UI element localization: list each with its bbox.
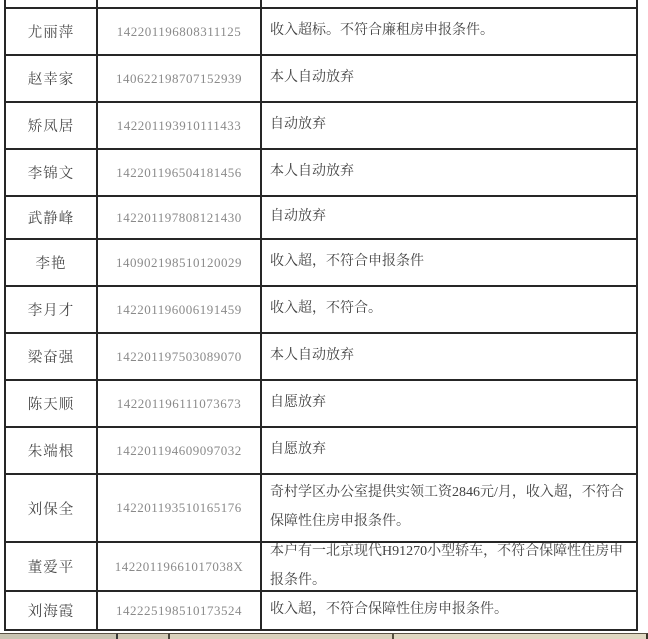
table-row — [6, 197, 638, 240]
name-cell[interactable] — [6, 334, 98, 379]
table-row — [6, 240, 638, 287]
applicant-name: 李月才 — [27, 303, 75, 319]
name-cell[interactable] — [6, 103, 98, 148]
name-cell[interactable] — [6, 56, 98, 101]
table-row — [6, 592, 638, 631]
remark-text: 本人自动放弃 — [270, 348, 354, 364]
table-row — [6, 543, 638, 592]
remark-text: 收入超，不符合申报条件 — [270, 254, 424, 270]
id-cell[interactable] — [98, 9, 262, 54]
table-row — [6, 381, 638, 428]
name-cell[interactable] — [6, 475, 98, 541]
remark-text: 收入超，不符合。 — [270, 301, 382, 317]
applicant-id: 142201197808121430 — [116, 209, 242, 225]
remark-cell[interactable] — [262, 56, 638, 101]
applicant-name: 矫凤居 — [27, 119, 75, 135]
applicant-name: 梁奋强 — [27, 350, 75, 366]
remark-text: 本人自动放弃 — [270, 70, 354, 86]
remark-cell[interactable] — [262, 240, 638, 285]
remark-text: 自动放弃 — [270, 209, 326, 225]
id-cell[interactable] — [98, 334, 262, 379]
name-cell[interactable] — [6, 150, 98, 195]
table-row — [6, 56, 638, 103]
applicant-name: 陈天顺 — [27, 397, 75, 413]
table-row — [6, 9, 638, 56]
name-cell[interactable] — [6, 428, 98, 473]
remark-text: 奇村学区办公室提供实领工资2846元/月，收入超，不符合保障性住房申报条件。 — [270, 485, 624, 529]
remark-text: 收入超标。不符合廉租房申报条件。 — [270, 23, 494, 39]
table-row — [6, 103, 638, 150]
id-cell[interactable] — [98, 103, 262, 148]
applicant-id: 142201197503089070 — [116, 348, 242, 364]
table-row-partial — [6, 0, 638, 9]
remark-cell[interactable] — [262, 9, 638, 54]
id-cell[interactable] — [98, 150, 262, 195]
applicant-name: 赵幸家 — [27, 72, 75, 88]
remark-text: 本人自动放弃 — [270, 164, 354, 180]
name-cell[interactable] — [6, 9, 98, 54]
id-cell[interactable] — [98, 592, 262, 629]
remark-cell[interactable] — [262, 0, 638, 7]
name-cell[interactable] — [6, 592, 98, 629]
applicant-name: 朱端根 — [27, 444, 75, 460]
applicant-id: 14220119661017038X — [114, 558, 244, 574]
applicant-id: 140902198510120029 — [116, 254, 242, 270]
table-row — [6, 150, 638, 197]
remark-text: 自动放弃 — [270, 117, 326, 133]
remark-cell[interactable] — [262, 381, 638, 426]
id-cell[interactable] — [98, 197, 262, 238]
remark-cell[interactable] — [262, 103, 638, 148]
id-cell[interactable] — [98, 240, 262, 285]
remark-cell[interactable] — [262, 197, 638, 238]
name-cell[interactable] — [6, 543, 98, 590]
applicant-id: 142201196504181456 — [116, 164, 242, 180]
id-cell[interactable] — [98, 428, 262, 473]
remark-cell[interactable] — [262, 287, 638, 332]
name-cell[interactable] — [6, 287, 98, 332]
remark-text: 自愿放弃 — [270, 442, 326, 458]
applicant-name: 李锦文 — [27, 166, 75, 182]
id-cell[interactable] — [98, 543, 262, 590]
remark-text: 本户有一北京现代H91270小型轿车，不符合保障性住房申报条件。 — [270, 543, 624, 588]
id-cell[interactable] — [98, 381, 262, 426]
table-row — [6, 428, 638, 475]
taskbar-button[interactable] — [394, 633, 648, 639]
id-cell[interactable] — [98, 0, 262, 7]
applicant-name: 李艳 — [35, 256, 67, 272]
applicant-name: 尤丽萍 — [27, 25, 75, 41]
id-cell[interactable] — [98, 56, 262, 101]
name-cell[interactable] — [6, 0, 98, 7]
taskbar-button[interactable] — [118, 633, 170, 639]
table-row — [6, 475, 638, 543]
remark-text: 自愿放弃 — [270, 395, 326, 411]
applicant-name: 刘海霞 — [27, 604, 75, 620]
applicant-id: 142201196111073673 — [116, 395, 242, 411]
applicant-name: 武静峰 — [27, 211, 75, 227]
id-cell[interactable] — [98, 287, 262, 332]
applicant-name: 董爱平 — [27, 560, 75, 576]
applicant-id: 142201194609097032 — [116, 442, 242, 458]
taskbar-strip — [0, 633, 648, 639]
remark-cell[interactable] — [262, 428, 638, 473]
name-cell[interactable] — [6, 197, 98, 238]
taskbar-button[interactable] — [170, 633, 394, 639]
remark-cell[interactable] — [262, 475, 638, 541]
remark-cell[interactable] — [262, 150, 638, 195]
applicant-id: 142225198510173524 — [116, 602, 242, 618]
applicant-id: 142201196808311125 — [116, 23, 242, 39]
remark-text: 收入超，不符合保障性住房申报条件。 — [270, 602, 508, 618]
taskbar-button[interactable] — [0, 633, 118, 639]
name-cell[interactable] — [6, 240, 98, 285]
applicant-id: 140622198707152939 — [116, 70, 242, 86]
table-row — [6, 287, 638, 334]
applicant-name: 刘保全 — [27, 501, 75, 518]
id-cell[interactable] — [98, 475, 262, 541]
remark-cell[interactable] — [262, 543, 638, 590]
remark-cell[interactable] — [262, 592, 638, 629]
applicant-table — [4, 0, 638, 631]
applicant-id: 142201193910111433 — [116, 117, 242, 133]
applicant-id: 142201196006191459 — [116, 301, 242, 317]
remark-cell[interactable] — [262, 334, 638, 379]
table-row — [6, 334, 638, 381]
applicant-id: 142201193510165176 — [116, 500, 242, 515]
name-cell[interactable] — [6, 381, 98, 426]
